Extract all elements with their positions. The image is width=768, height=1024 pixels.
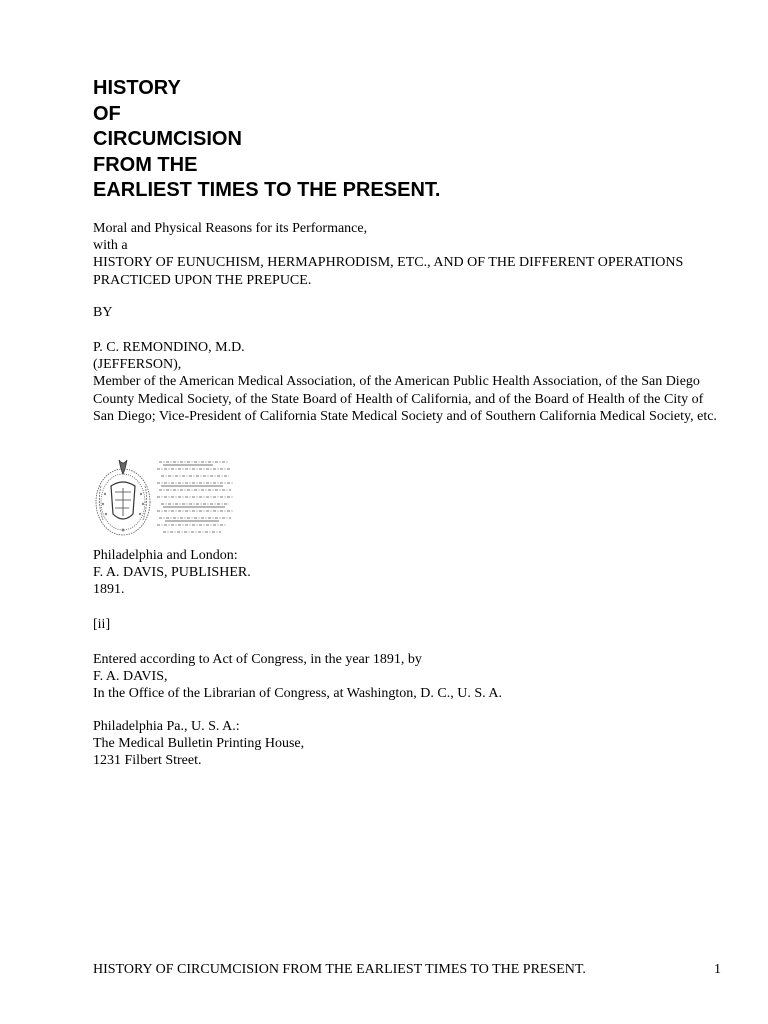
printer-line: The Medical Bulletin Printing House, (93, 736, 305, 752)
author-affiliation: (JEFFERSON), (93, 357, 182, 373)
title-line: CIRCUMCISION (93, 128, 242, 150)
title-line: OF (93, 102, 121, 125)
subtitle-line: Moral and Physical Reasons for its Performance, (93, 221, 368, 236)
document-title (93, 76, 440, 204)
title-line: EARLIEST TIMES TO THE PRESENT. (93, 179, 441, 201)
by-label: BY (93, 305, 113, 320)
copyright-line: F. A. DAVIS, (93, 669, 168, 685)
subtitle-block (93, 220, 723, 289)
subtitle-line: HISTORY OF EUNUCHISM, HERMAPHRODISM, ETC., AND OF THE DIFFERENT OPERATIONS PRACTICED UPON THE PREPUCE. (93, 255, 684, 288)
footer-title: HISTORY OF CIRCUMCISION FROM THE EARLIEST TIMES TO THE PRESENT. (93, 962, 586, 977)
subtitle-line: with a (93, 238, 128, 254)
author-name: P. C. REMONDINO, M.D. (93, 340, 245, 355)
author-block (93, 339, 723, 425)
publisher-name: F. A. DAVIS, PUBLISHER. (93, 565, 251, 581)
page-number: 1 (714, 962, 721, 977)
copyright-block (93, 651, 723, 703)
copyright-line: In the Office of the Librarian of Congress, at Washington, D. C., U. S. A. (93, 686, 502, 702)
author-memberships: Member of the American Medical Association, of the American Public Health Association, of the San Diego County Medical Society, of the State Board of Health of California, and of the Board of Health of the City of San Diego; Vice-President of California State Medical Society and of Southern California Medical Society, etc. (93, 374, 717, 424)
printer-block (93, 718, 723, 770)
printer-line: Philadelphia Pa., U. S. A.: (93, 719, 240, 734)
publisher-block (93, 547, 723, 599)
title-line: HISTORY (93, 77, 181, 99)
title-line: FROM THE (93, 153, 198, 176)
printer-line: 1231 Filbert Street. (93, 753, 202, 769)
publisher-device-image (93, 456, 235, 540)
publication-year: 1891. (93, 582, 125, 598)
publisher-place: Philadelphia and London: (93, 548, 238, 563)
page-reference: [ii] (93, 617, 111, 632)
copyright-line: Entered according to Act of Congress, in the year 1891, by (93, 652, 422, 667)
